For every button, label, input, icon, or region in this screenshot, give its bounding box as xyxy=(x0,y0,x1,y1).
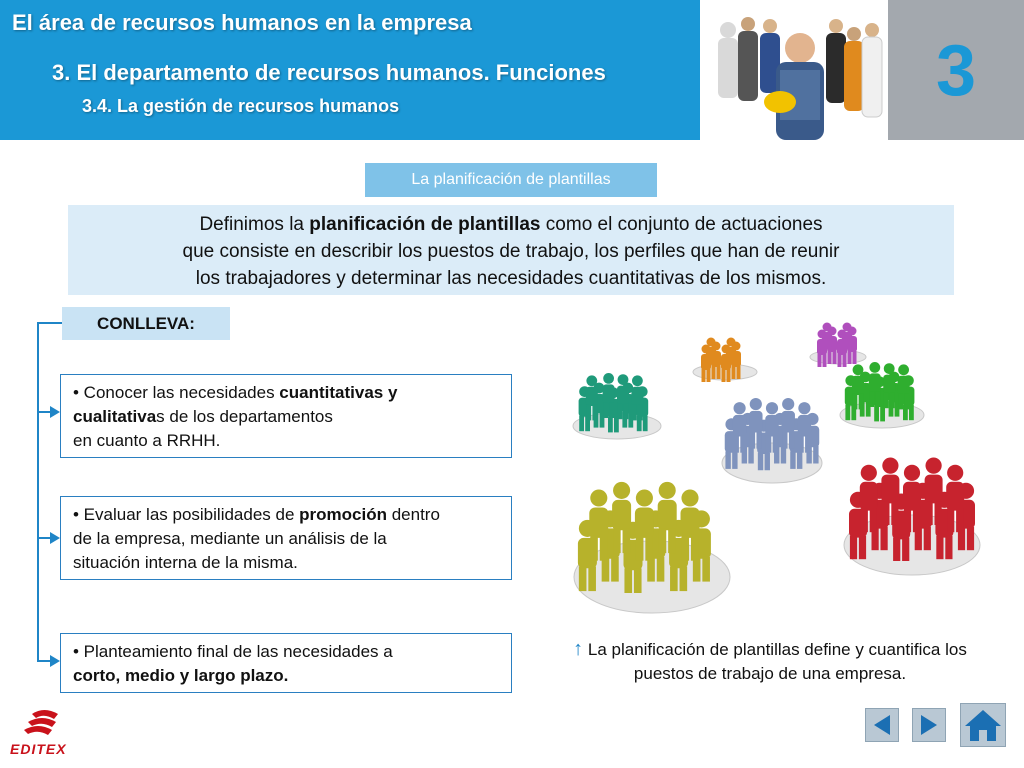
logo-text: EDITEX xyxy=(10,741,67,757)
chapter-number-box xyxy=(888,0,1024,140)
chapter-number: 3 xyxy=(935,31,977,111)
definition-text-a: Definimos la xyxy=(199,214,310,235)
header-title: El área de recursos humanos en la empresa xyxy=(12,10,472,35)
arrow-up-icon: ↑ xyxy=(573,638,584,660)
bullet-2-line-1 xyxy=(73,503,501,527)
bullet-1-text: • Conocer las necesidades xyxy=(73,383,280,402)
connector-to-bullet-1 xyxy=(37,411,51,413)
bullet-2-line-3: situación interna de la misma. xyxy=(73,553,298,572)
bullet-2-text: • Evaluar las posibilidades de xyxy=(73,505,300,524)
definition-line-2: que consiste en describir los puestos de trabajo, los perfiles que han de reunir xyxy=(182,241,840,262)
people-groups-illustration xyxy=(560,315,1000,625)
bullet-2-text-b: dentro xyxy=(386,505,440,524)
workers-photo xyxy=(700,0,888,140)
definition-line-3: los trabajadores y determinar las necesidades cuantitativas de los mismos. xyxy=(195,268,827,289)
editex-logo-icon xyxy=(10,708,80,742)
caption-text-1: La planificación de plantillas define y cuantifica los xyxy=(583,640,967,659)
bullet-3-line-2 xyxy=(73,664,501,688)
image-caption xyxy=(530,637,1010,686)
bullet-1-line-2 xyxy=(73,405,501,429)
header-banner xyxy=(0,0,700,140)
caption-line-1 xyxy=(530,637,1010,662)
previous-button[interactable] xyxy=(865,708,899,742)
bullet-1-bold: cuantitativas y xyxy=(279,383,398,402)
bullet-1-line-3: en cuanto a RRHH. xyxy=(73,431,221,450)
bullet-2-bold: promoción xyxy=(299,505,387,524)
header-subtitle: 3. El departamento de recursos humanos. Funciones xyxy=(52,60,606,85)
bullet-3-bold: corto, medio y largo plazo. xyxy=(73,666,289,685)
bullet-1-bold-2: cualitativa xyxy=(73,407,157,426)
arrow-left-icon xyxy=(866,709,898,741)
connector-to-conlleva xyxy=(37,322,62,324)
section-tag: La planificación de plantillas xyxy=(365,163,657,197)
bullet-box-1 xyxy=(60,374,512,458)
home-icon xyxy=(961,704,1005,746)
connector-vertical xyxy=(37,323,39,661)
home-button[interactable] xyxy=(960,703,1006,747)
bullet-2-line-2: de la empresa, mediante un análisis de la xyxy=(73,529,387,548)
definition-box xyxy=(68,205,954,295)
bullet-1-text-2: s de los departamentos xyxy=(156,407,333,426)
definition-term: planificación de plantillas xyxy=(309,214,541,235)
workers-photo-illustration xyxy=(700,0,888,140)
arrow-right-icon xyxy=(50,655,60,667)
bullet-box-2 xyxy=(60,496,512,580)
header-section: 3.4. La gestión de recursos humanos xyxy=(82,96,400,116)
arrow-right-icon xyxy=(50,406,60,418)
arrow-right-icon xyxy=(913,709,945,741)
definition-line-1 xyxy=(88,211,934,238)
bullet-3-line-1: • Planteamiento final de las necesidades a xyxy=(73,642,393,661)
caption-line-2: puestos de trabajo de una empresa. xyxy=(633,664,907,683)
arrow-right-icon xyxy=(50,532,60,544)
conlleva-label: CONLLEVA: xyxy=(62,307,230,340)
bullet-1-line-1 xyxy=(73,381,501,405)
connector-to-bullet-2 xyxy=(37,537,51,539)
bullet-box-3 xyxy=(60,633,512,693)
next-button[interactable] xyxy=(912,708,946,742)
connector-to-bullet-3 xyxy=(37,660,51,662)
definition-text-b: como el conjunto de actuaciones xyxy=(540,214,823,235)
